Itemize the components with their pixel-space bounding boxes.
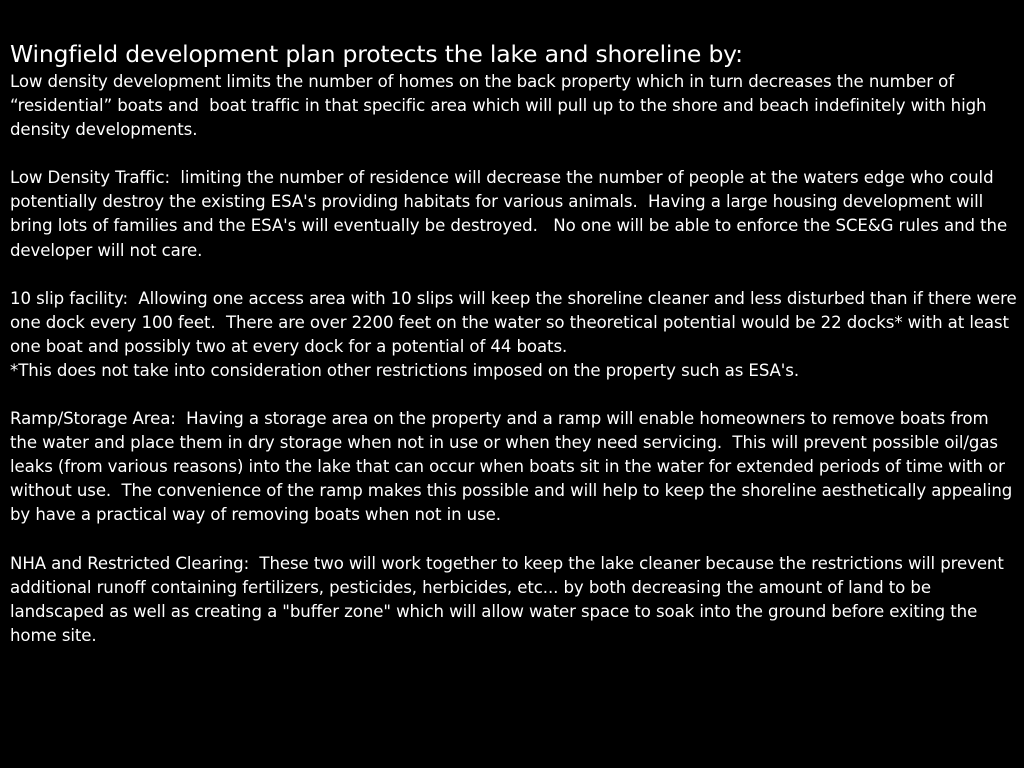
slide-content	[10, 38, 1020, 648]
paragraph-spacer	[10, 383, 1020, 407]
paragraph-spacer	[10, 142, 1020, 166]
paragraph-low-density-traffic: Low Density Traffic: limiting the number of residence will decrease the number of people at the waters edge who could potentially destroy the existing ESA's providing habitats for various animals. Having a large housing development will bring lots of families and the ESA's will eventually be destroyed. No one will be able to enforce the SCE&G rules and the developer will not care.	[10, 168, 1013, 260]
paragraph-low-density-development: Low density development limits the number of homes on the back property which in turn decreases the number of “residential” boats and boat traffic in that specific area which will pull up to the shore and beach indefinitely with high density developments.	[10, 72, 992, 140]
paragraph-spacer	[10, 528, 1020, 552]
paragraph-footnote: *This does not take into consideration other restrictions imposed on the property such as ESA's.	[10, 360, 799, 380]
paragraph-slip-facility: 10 slip facility: Allowing one access area with 10 slips will keep the shoreline cleaner and less disturbed than if there were one dock every 100 feet. There are over 2200 feet on the water so theoretical potential would be 22 docks* with at least one boat and possibly two at every dock for a potential of 44 boats.	[10, 288, 1022, 356]
paragraph-nha-restricted-clearing: NHA and Restricted Clearing: These two will work together to keep the lake cleaner because the restrictions will prevent additional runoff containing fertilizers, pesticides, herbicides, etc... by both decreasing the amount of land to be landscaped as well as creating a "buffer zone" which will allow water space to soak into the ground before exiting the home site.	[10, 553, 1009, 645]
paragraph-spacer	[10, 263, 1020, 287]
slide-title: Wingfield development plan protects the lake and shoreline by:	[10, 40, 743, 68]
paragraph-ramp-storage: Ramp/Storage Area: Having a storage area on the property and a ramp will enable homeowners to remove boats from the water and place them in dry storage when not in use or when they need servicing. This will prevent possible oil/gas leaks (from various reasons) into the lake that can occur when boats sit in the water for extended periods of time with or without use. The convenience of the ramp makes this possible and will help to keep the shoreline aesthetically appealing by have a practical way of removing boats when not in use.	[10, 409, 1018, 525]
